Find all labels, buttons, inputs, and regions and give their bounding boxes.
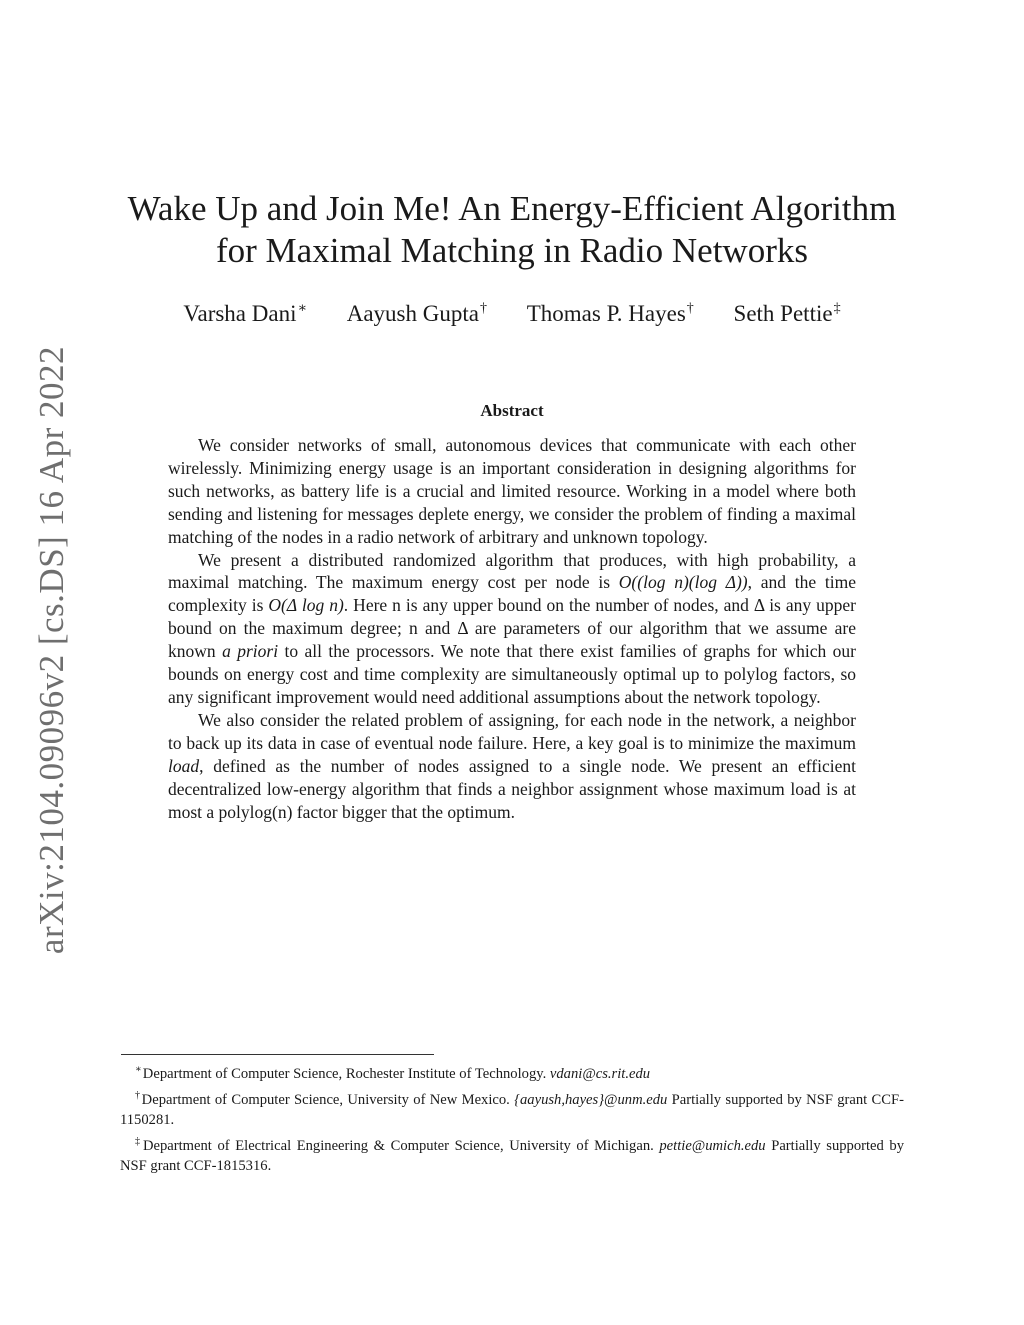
- email-link[interactable]: vdani@cs.rit.edu: [549, 1066, 651, 1082]
- footnote-mark: †: [135, 1090, 141, 1101]
- email-link[interactable]: pettie@umich.edu: [659, 1138, 766, 1154]
- author: [183, 300, 307, 327]
- author-list: [120, 300, 904, 327]
- math-energy-bound: O((log n)(log Δ)): [618, 572, 748, 593]
- footnote-rule: [121, 1054, 434, 1055]
- title-line-2: for Maximal Matching in Radio Networks: [216, 231, 808, 270]
- footnote: †Department of Computer Science, University of New Mexico. {aayush,hayes}@unm.edu Partially supported by NSF grant CCF-1150281.: [120, 1090, 904, 1128]
- author: [734, 301, 841, 327]
- footnotes: [120, 1060, 904, 1178]
- author-name: Thomas P. Hayes: [526, 301, 686, 326]
- author-affiliation-mark: ∗: [297, 301, 307, 316]
- abstract-paragraph-2: We present a distributed randomized algorithm that produces, with high probability, a maximal matching. The maximum energy cost per node is O((log n)(log Δ)), and the time complexity is O(Δ log n). Here n is any upper bound on the number of nodes, and Δ is any upper bound on the maximum degree; n and Δ are parameters of our algorithm that we assume are known a priori to all the processors. We note that there exist families of graphs for which our bounds on energy cost and time complexity are simultaneously optimal up to polylog factors, so any significant improvement would need additional assumptions about the network topology.: [168, 549, 857, 707]
- author-name: Aayush Gupta: [346, 301, 479, 326]
- math-time-bound: O(Δ log n): [268, 595, 344, 616]
- footnote-mark: ‡: [135, 1136, 142, 1147]
- paper-title: [120, 188, 904, 272]
- abstract-paragraph-3: We also consider the related problem of assigning, for each node in the network, a neighbor to back up its data in case of eventual node failure. Here, a key goal is to minimize the maximum load, defined as the number of nodes assigned to a single node. We present an efficient decentralized low-energy algorithm that finds a neighbor assignment whose maximum load is at most a polylog(n) factor bigger that the optimum.: [168, 709, 856, 822]
- emphasis-load: load: [168, 755, 200, 776]
- author-name: Seth Pettie: [733, 301, 833, 326]
- email-link[interactable]: {aayush,hayes}@unm.edu: [514, 1092, 668, 1108]
- footnote: ∗Department of Computer Science, Rochester Institute of Technology. vdani@cs.rit.edu: [135, 1064, 651, 1082]
- footnote: ‡Department of Electrical Engineering & Computer Science, University of Michigan. pettie@umich.edu Partially supported by NSF grant CCF-1815316.: [120, 1136, 905, 1174]
- author-affiliation-mark: †: [479, 301, 487, 316]
- footnote-mark: ∗: [135, 1064, 142, 1075]
- author: [347, 301, 487, 327]
- author-affiliation-mark: ‡: [833, 301, 841, 316]
- abstract-paragraph-1: We consider networks of small, autonomous devices that communicate with each other wirelessly. Minimizing energy usage is an important consideration in designing algorithms for such networks, as battery life is a crucial and limited resource. Working in a model where both sending and listening for messages deplete energy, we consider the problem of finding a maximal matching of the nodes in a radio network of arbitrary and unknown topology.: [168, 435, 856, 547]
- emphasis-a-priori: a priori: [222, 641, 279, 662]
- title-line-1: Wake Up and Join Me! An Energy-Efficient Algorithm: [127, 189, 897, 228]
- author: [527, 301, 694, 327]
- abstract-heading: Abstract: [480, 401, 544, 420]
- arxiv-identifier: arXiv:2104.09096v2 [cs.DS] 16 Apr 2022: [32, 345, 71, 955]
- author-name: Varsha Dani: [183, 301, 297, 326]
- abstract-body: [168, 434, 856, 823]
- author-affiliation-mark: †: [686, 301, 694, 316]
